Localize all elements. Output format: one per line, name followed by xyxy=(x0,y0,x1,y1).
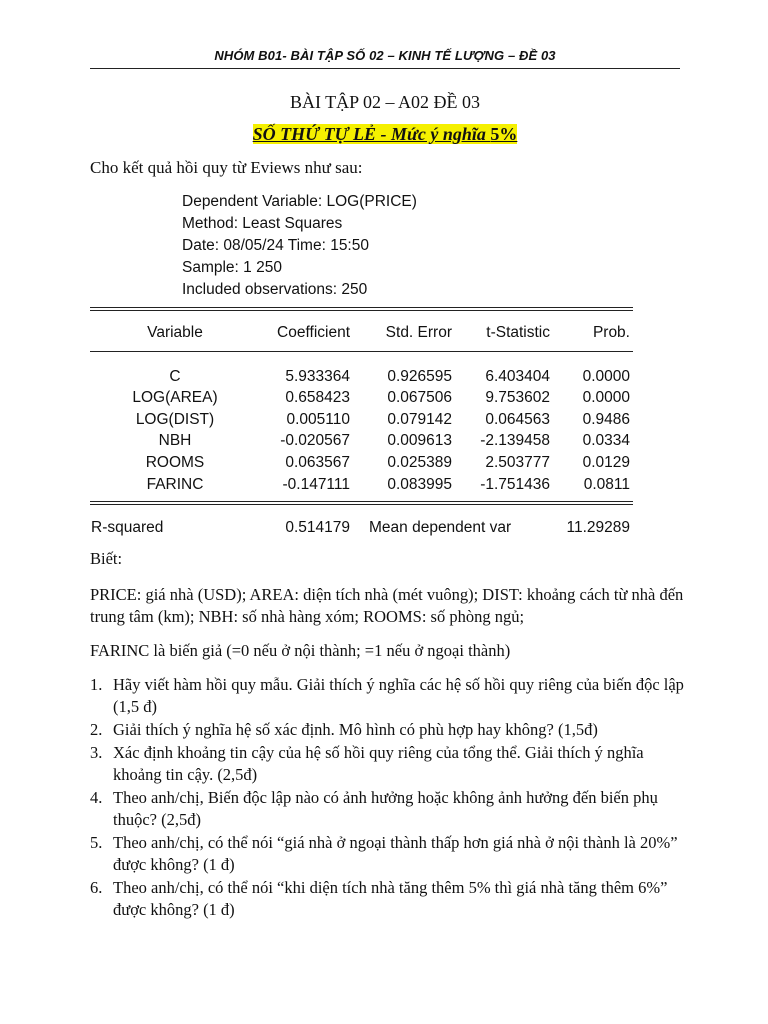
question-number: 1. xyxy=(90,675,103,694)
cell-std-error: 0.025389 xyxy=(387,454,452,471)
biet-label: Biết: xyxy=(90,549,123,568)
header-std-error: Std. Error xyxy=(385,324,452,341)
cell-coefficient: 0.658423 xyxy=(285,389,350,406)
assignment-title: BÀI TẬP 02 – A02 ĐỀ 03 xyxy=(289,92,480,112)
table-top-rule-2 xyxy=(90,310,633,311)
question-list xyxy=(90,674,690,922)
subtitle-highlight-text: SỐ THỨ TỰ LẺ - Mức ý nghĩa xyxy=(252,124,491,144)
cell-prob: 0.0000 xyxy=(582,389,630,406)
header-t-statistic: t-Statistic xyxy=(486,324,550,341)
cell-variable: ROOMS xyxy=(145,454,205,471)
observations-line: Included observations: 250 xyxy=(182,281,368,298)
assignment-subtitle xyxy=(90,124,680,145)
header-prob: Prob. xyxy=(592,324,630,341)
question-number: 5. xyxy=(90,833,103,852)
cell-std-error: 0.083995 xyxy=(387,476,452,493)
cell-t-statistic: -2.139458 xyxy=(480,432,550,449)
table-header-rule xyxy=(90,351,633,352)
cell-coefficient: 0.063567 xyxy=(285,454,350,471)
header-variable: Variable xyxy=(147,324,203,341)
list-item xyxy=(90,832,690,876)
cell-variable: LOG(DIST) xyxy=(135,411,215,428)
intro-text: Cho kết quả hồi quy từ Eviews như sau: xyxy=(90,158,363,177)
page-header: NHÓM B01- BÀI TẬP SỐ 02 – KINH TẾ LƯỢNG – ĐỀ 03 xyxy=(214,48,556,63)
cell-std-error: 0.009613 xyxy=(387,432,452,449)
question-text: Theo anh/chị, Biến độc lập nào có ảnh hưởng hoặc không ảnh hưởng đến biến phụ thuộc? (2,5đ) xyxy=(113,788,658,829)
cell-coefficient: -0.147111 xyxy=(282,476,350,493)
table-bottom-rule-2 xyxy=(90,504,633,505)
r-squared-value: 0.514179 xyxy=(285,519,350,536)
cell-std-error: 0.067506 xyxy=(387,389,452,406)
cell-t-statistic: 0.064563 xyxy=(485,411,550,428)
cell-std-error: 0.079142 xyxy=(387,411,452,428)
cell-prob: 0.9486 xyxy=(582,411,630,428)
cell-variable: FARINC xyxy=(146,476,204,493)
cell-coefficient: 5.933364 xyxy=(285,368,350,385)
cell-t-statistic: 6.403404 xyxy=(485,368,550,385)
question-text: Hãy viết hàm hồi quy mẫu. Giải thích ý nghĩa các hệ số hồi quy riêng của biến độc lập (1,5 đ) xyxy=(113,675,684,716)
method-line: Method: Least Squares xyxy=(182,215,343,232)
cell-t-statistic: -1.751436 xyxy=(480,476,550,493)
cell-variable: C xyxy=(169,368,181,385)
cell-t-statistic: 9.753602 xyxy=(485,389,550,406)
list-item xyxy=(90,787,690,831)
list-item xyxy=(90,719,690,741)
cell-prob: 0.0000 xyxy=(582,368,630,385)
list-item xyxy=(90,674,690,718)
table-top-rule-1 xyxy=(90,307,633,308)
header-coefficient: Coefficient xyxy=(277,324,350,341)
cell-prob: 0.0811 xyxy=(583,476,630,493)
table-bottom-rule-1 xyxy=(90,501,633,502)
cell-prob: 0.0334 xyxy=(582,432,630,449)
list-item xyxy=(90,877,690,921)
farinc-definition: FARINC là biến giả (=0 nếu ở nội thành; =1 nếu ở ngoại thành) xyxy=(90,641,511,660)
date-line: Date: 08/05/24 Time: 15:50 xyxy=(182,237,369,254)
sample-line: Sample: 1 250 xyxy=(182,259,282,276)
cell-variable: NBH xyxy=(158,432,192,449)
question-number: 2. xyxy=(90,720,103,739)
cell-coefficient: 0.005110 xyxy=(286,411,350,428)
question-text: Theo anh/chị, có thể nói “khi diện tích nhà tăng thêm 5% thì giá nhà tăng thêm 6%” được không? (1 đ) xyxy=(113,878,668,919)
cell-coefficient: -0.020567 xyxy=(280,432,350,449)
question-text: Xác định khoảng tin cậy của hệ số hồi quy riêng của tổng thể. Giải thích ý nghĩa khoảng tin cậy. (2,5đ) xyxy=(113,743,644,784)
dependent-variable-line: Dependent Variable: LOG(PRICE) xyxy=(182,193,417,210)
cell-t-statistic: 2.503777 xyxy=(485,454,550,471)
variable-definitions: PRICE: giá nhà (USD); AREA: diện tích nhà (mét vuông); DIST: khoảng cách từ nhà đến trung tâm (km); NBH: số nhà hàng xóm; ROOMS: số phòng ngủ; xyxy=(90,585,684,626)
subtitle-significance: 5% xyxy=(490,124,518,144)
list-item xyxy=(90,742,690,786)
mean-dependent-label: Mean dependent var xyxy=(369,519,512,536)
question-number: 3. xyxy=(90,743,103,762)
r-squared-label: R-squared xyxy=(91,519,164,536)
question-text: Giải thích ý nghĩa hệ số xác định. Mô hình có phù hợp hay không? (1,5đ) xyxy=(113,720,598,739)
header-divider xyxy=(90,68,680,69)
cell-variable: LOG(AREA) xyxy=(132,389,218,406)
question-number: 6. xyxy=(90,878,103,897)
mean-dependent-value: 11.29289 xyxy=(566,519,630,536)
question-number: 4. xyxy=(90,788,103,807)
cell-std-error: 0.926595 xyxy=(387,368,452,385)
cell-prob: 0.0129 xyxy=(582,454,630,471)
question-text: Theo anh/chị, có thể nói “giá nhà ở ngoại thành thấp hơn giá nhà ở nội thành là 20%” được không? (1 đ) xyxy=(113,833,678,874)
